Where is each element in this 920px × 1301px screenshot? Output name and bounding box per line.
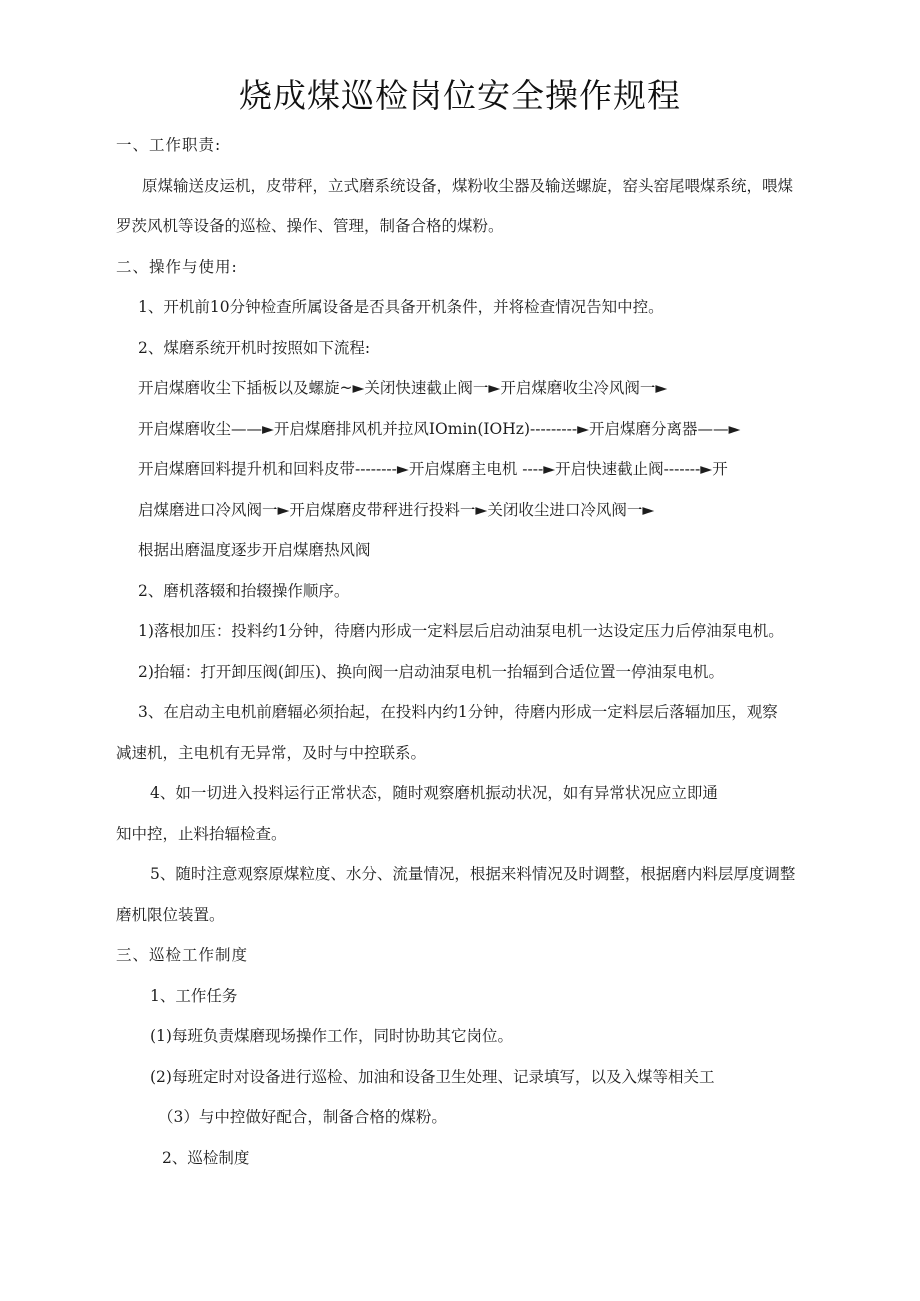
paragraph-line: 磨机限位装置。 [116, 906, 225, 924]
paragraph-line: 2、煤磨系统开机时按照如下流程: [138, 339, 371, 357]
paragraph-line: 5、随时注意观察原煤粒度、水分、流量情况，根据来料情况及时调整，根据磨内料层厚度调整 [150, 865, 796, 883]
section-heading-inspection: 三、巡检工作制度 [116, 946, 249, 964]
paragraph-line: (2)每班定时对设备进行巡检、加油和设备卫生处理、记录填写，以及入煤等相关工 [150, 1068, 715, 1086]
flow-step-line: 开启煤磨收尘——►开启煤磨排风机并拉风IOmin(IOHz)---------►开启煤磨分离器——► [138, 420, 741, 438]
flow-step-line: 启煤磨进口冷风阀一►开启煤磨皮带秤进行投料一►关闭收尘进口冷风阀一► [138, 501, 655, 519]
section-heading-duties: 一、工作职责: [116, 136, 222, 154]
paragraph-line: （3）与中控做好配合，制备合格的煤粉。 [158, 1108, 447, 1126]
paragraph-line: 1、开机前10分钟检查所属设备是否具备开机条件，并将检查情况告知中控。 [138, 298, 664, 316]
flow-step-line: 根据出磨温度逐步开启煤磨热风阀 [138, 541, 371, 559]
paragraph-line: 2、磨机落辍和抬辍操作顺序。 [138, 582, 350, 600]
paragraph-line: 减速机，主电机有无异常，及时与中控联系。 [116, 744, 427, 762]
paragraph-line: 4、如一切进入投料运行正常状态，随时观察磨机振动状况，如有异常状况应立即通 [150, 784, 718, 802]
paragraph-line: 知中控，止料抬辐检查。 [116, 825, 287, 843]
paragraph-line: (1)每班负责煤磨现场操作工作，同时协助其它岗位。 [150, 1027, 513, 1045]
paragraph-line: 1、工作任务 [150, 987, 238, 1005]
paragraph-line: 原煤输送皮运机，皮带秤，立式磨系统设备，煤粉收尘器及输送螺旋，窑头窑尾喂煤系统，喂煤 [142, 177, 794, 195]
document-title: 烧成煤巡检岗位安全操作规程 [239, 76, 681, 115]
flow-step-line: 开启煤磨收尘下插板以及螺旋~►关闭快速截止阀一►开启煤磨收尘冷风阀一► [138, 379, 668, 397]
paragraph-line: 2、巡检制度 [162, 1149, 250, 1167]
paragraph-line: 2)抬辐：打开卸压阀(卸压)、换向阀一启动油泵电机一抬辐到合适位置一停油泵电机。 [138, 663, 725, 681]
flow-step-line: 开启煤磨回料提升机和回料皮带--------►开启煤磨主电机 ----►开启快速截止阀-------►开 [138, 460, 728, 478]
paragraph-line: 罗茨风机等设备的巡检、操作、管理，制备合格的煤粉。 [116, 217, 504, 235]
paragraph-line: 3、在启动主电机前磨辐必须抬起，在投料内约1分钟，待磨内形成一定料层后落辐加压，观察 [138, 703, 778, 721]
paragraph-line: 1)落根加压：投料约1分钟，待磨内形成一定料层后启动油泵电机一达设定压力后停油泵电机。 [138, 622, 784, 640]
section-heading-operation: 二、操作与使用: [116, 258, 238, 276]
